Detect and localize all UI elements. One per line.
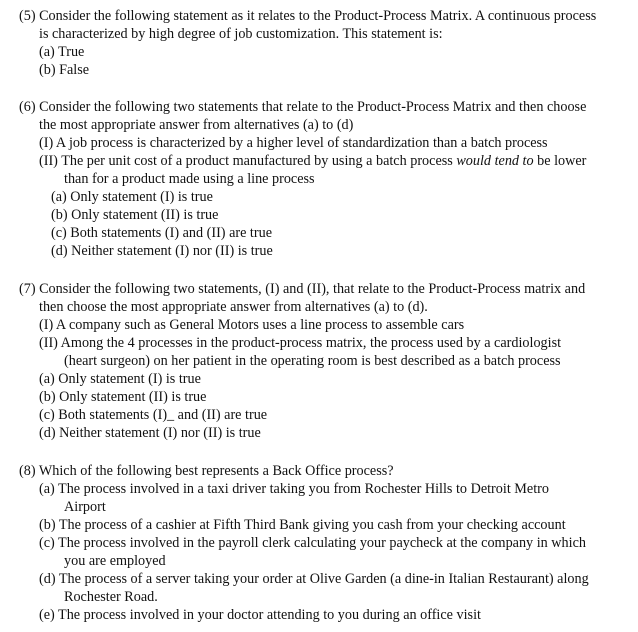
q5-option-b-label: (b): [39, 62, 56, 78]
q7-stem-line1: [19, 280, 585, 298]
q8-stem-text: Which of the following best represents a Back Office process?: [38, 463, 394, 479]
q6-statement-2-emphasis: would tend to: [456, 153, 534, 169]
q6-number: (6): [19, 99, 36, 115]
q5-stem-line1: [19, 7, 596, 25]
q7-option-c: [39, 406, 267, 424]
q5-stem-line2: is characterized by high degree of job customization. This statement is:: [39, 26, 443, 42]
q6-option-a-label: (a): [51, 189, 67, 205]
q6-option-a: [51, 188, 213, 206]
q8-option-c-text: The process involved in the payroll clerk calculating your paycheck at the company in which: [58, 535, 586, 551]
q8-option-e-text: The process involved in your doctor attending to you during an office visit: [58, 607, 481, 623]
q5-option-a: [39, 43, 84, 61]
q8-option-e: [39, 606, 481, 624]
q5-number: (5): [19, 8, 36, 24]
q8-option-d-line2: Rochester Road.: [64, 589, 158, 605]
q8-option-c: [39, 534, 586, 552]
q8-option-a-text: The process involved in a taxi driver taking you from Rochester Hills to Detroit Metro: [58, 481, 549, 497]
q7-statement-2-line1: (II) Among the 4 processes in the product-process matrix, the process used by a cardiologist: [39, 335, 562, 351]
q8-option-b-text: The process of a cashier at Fifth Third Bank giving you cash from your checking account: [58, 517, 566, 533]
q8-stem: [19, 462, 394, 480]
q8-option-d-label: (d): [39, 571, 56, 587]
q6-statement-2-part2: be lower: [533, 153, 587, 169]
q7-option-a-text: Only statement (I) is true: [58, 371, 201, 387]
q7-option-d-label: (d): [39, 425, 56, 441]
q6-option-a-text: Only statement (I) is true: [70, 189, 213, 205]
q6-statement-2: [39, 152, 586, 170]
q8-number: (8): [19, 463, 36, 479]
q8-option-a-line2: Airport: [64, 499, 106, 515]
q8-option-b: [39, 516, 566, 534]
q7-option-b-text: Only statement (II) is true: [59, 389, 207, 405]
q7-option-d-text: Neither statement (I) nor (II) is true: [59, 425, 261, 441]
q5-stem-text-1: Consider the following statement as it relates to the Product-Process Matrix. A continuous process: [39, 8, 597, 24]
q6-option-b-text: Only statement (II) is true: [71, 207, 219, 223]
q7-number: (7): [19, 281, 36, 297]
q5-option-a-text: True: [58, 44, 85, 60]
q5-option-b-text: False: [59, 62, 90, 78]
q6-stem-line1: [19, 98, 586, 116]
q8-option-a-label: (a): [39, 481, 55, 497]
q6-option-c-text: Both statements (I) and (II) are true: [70, 225, 272, 241]
q7-statement-1: (I) A company such as General Motors uses a line process to assemble cars: [39, 317, 465, 333]
q7-option-c-label: (c): [39, 407, 55, 423]
q8-option-d-text: The process of a server taking your order at Olive Garden (a dine-in Italian Restaurant) along: [58, 571, 589, 587]
q7-stem-line2: then choose the most appropriate answer from alternatives (a) to (d).: [39, 299, 428, 315]
q8-option-d: [39, 570, 589, 588]
q6-statement-1: (I) A job process is characterized by a higher level of standardization than a batch process: [39, 135, 548, 151]
q6-option-b-label: (b): [51, 207, 68, 223]
q7-option-a: [39, 370, 201, 388]
q6-statement-2-part1: (II) The per unit cost of a product manufactured by using a batch process: [39, 153, 457, 169]
q6-option-b: [51, 206, 218, 224]
q6-statement-2-line2: than for a product made using a line process: [64, 171, 315, 187]
q6-stem-text-1: Consider the following two statements that relate to the Product-Process Matrix and then choose: [39, 99, 587, 115]
q6-option-c-label: (c): [51, 225, 67, 241]
q6-option-c: [51, 224, 272, 242]
q7-option-b: [39, 388, 206, 406]
q7-option-d: [39, 424, 261, 442]
q8-option-e-label: (e): [39, 607, 55, 623]
q7-option-a-label: (a): [39, 371, 55, 387]
q6-option-d-text: Neither statement (I) nor (II) is true: [71, 243, 273, 259]
q6-option-d-label: (d): [51, 243, 68, 259]
q6-stem-line2: the most appropriate answer from alternatives (a) to (d): [39, 117, 354, 133]
q5-option-b: [39, 61, 89, 79]
q5-option-a-label: (a): [39, 44, 55, 60]
q7-statement-2-line2: (heart surgeon) on her patient in the operating room is best described as a batch process: [64, 353, 561, 369]
q7-stem-text-1: Consider the following two statements, (I) and (II), that relate to the Product-Process matrix and: [39, 281, 586, 297]
q6-option-d: [51, 242, 273, 260]
q8-option-a: [39, 480, 549, 498]
q8-option-c-label: (c): [39, 535, 55, 551]
q7-option-c-text: Both statements (I)_ and (II) are true: [58, 407, 268, 423]
q8-option-b-label: (b): [39, 517, 56, 533]
q7-option-b-label: (b): [39, 389, 56, 405]
q8-option-c-line2: you are employed: [64, 553, 166, 569]
